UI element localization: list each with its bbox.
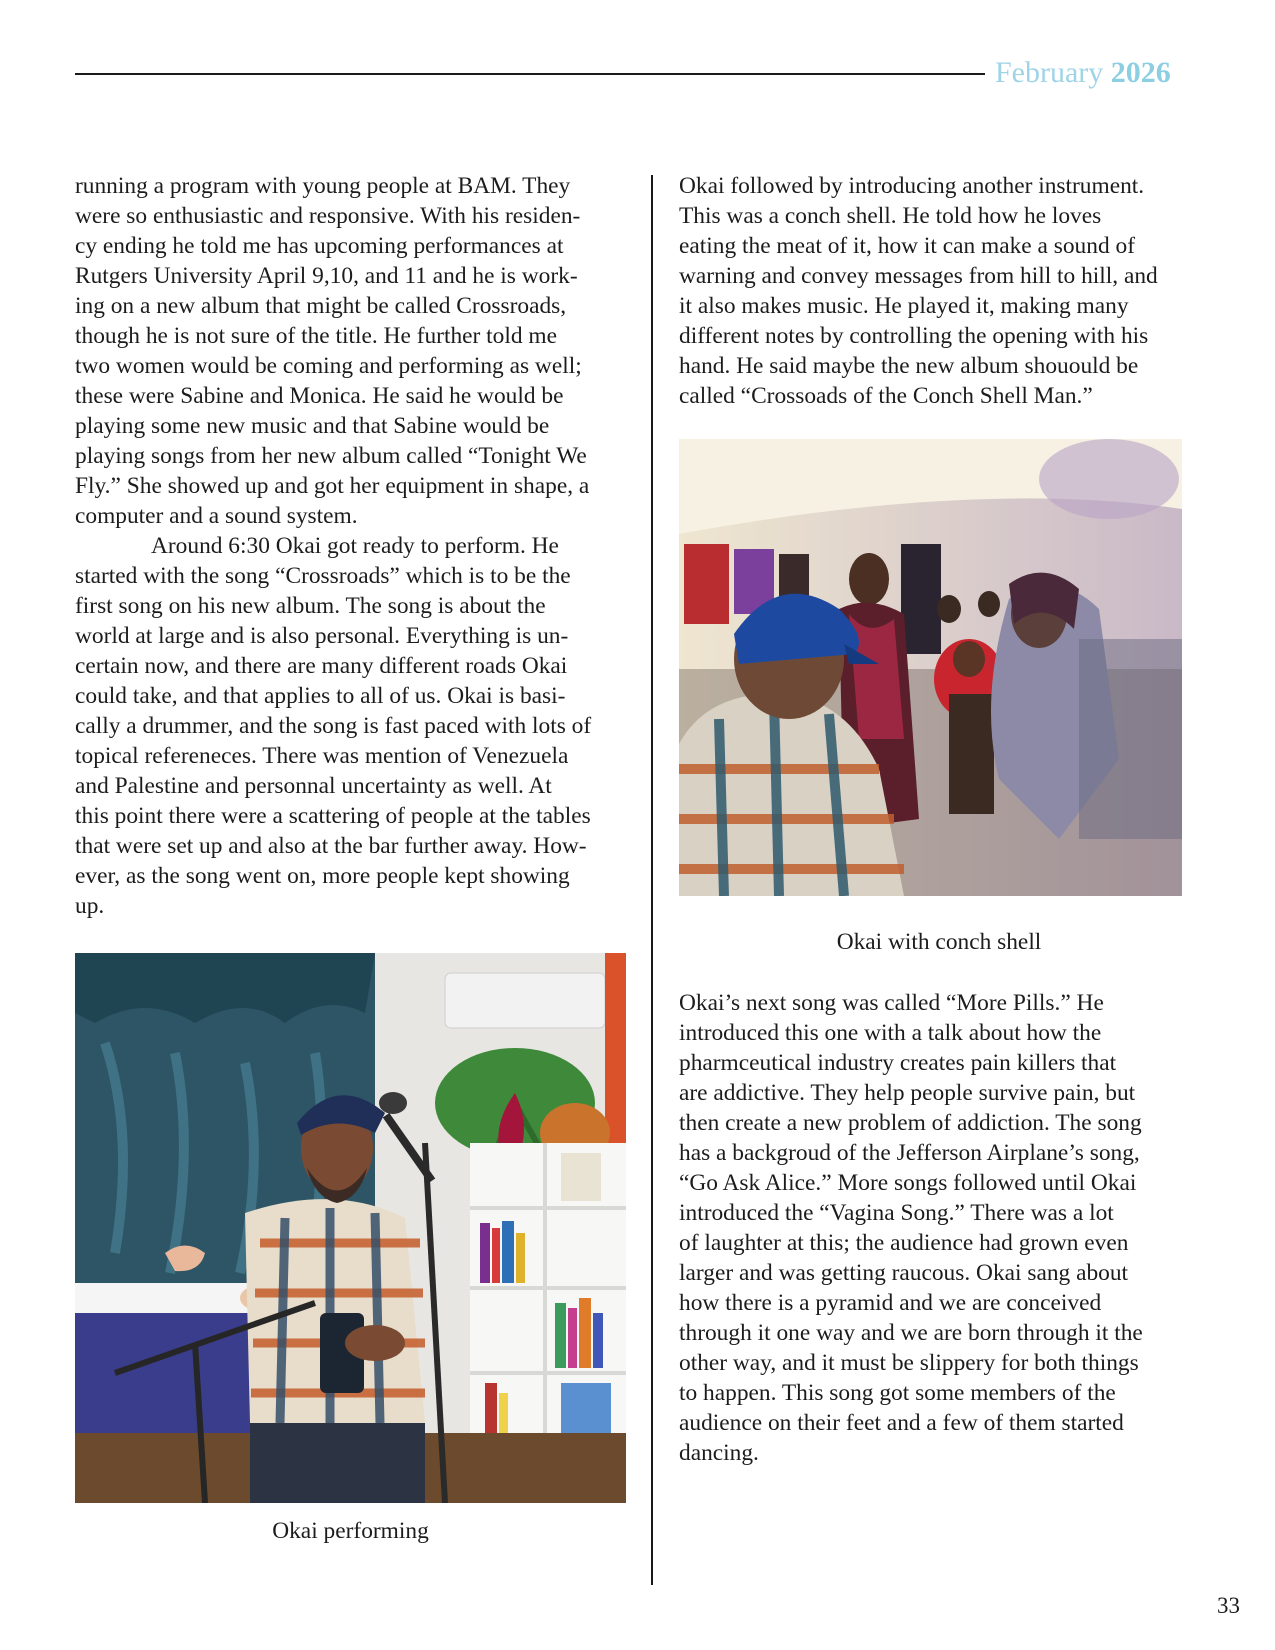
page-number: 33 [1217,1593,1240,1618]
okai-conch-shell-illustration [679,439,1182,896]
okai-conch-shell-caption: Okai with conch shell [836,929,1042,955]
header-rule [75,73,985,75]
right-paragraph-1: Okai followed by introducing another instrument. This was a conch shell. He told how he loves eating the meat of it, how it can make a sound of warning and convey messages from hill to hill, and it also makes music. He played it, making many different notes by controlling the opening with his hand. He said maybe the new album shouould be called “Crossoads of the Conch Shell Man.” [679,173,1158,409]
left-paragraph-1: running a program with young people at BAM. They were so enthusiastic and responsive. With his residen- cy ending he told me has upcoming performances at Rutgers University April 9,10, and 11 and he is work- ing on a new album that might be called Crossroads, though he is not sure of the title. He further told me two women would be coming and performing as well; these were Sabine and Monica. He said he would be playing some new music and that Sabine would be playing songs from her new album called “Tonight We Fly.” She showed up and got her equipment in shape, a computer and a sound system. [75,173,590,529]
issue-date [995,55,1171,91]
okai-performing-photo [75,953,626,1503]
left-column [75,171,627,921]
issue-month: February [995,56,1104,89]
column-divider [651,175,653,1585]
okai-performing-illustration [75,953,626,1503]
okai-performing-caption: Okai performing [272,1518,429,1544]
left-paragraph-2 [75,531,627,921]
right-paragraph-2: Okai’s next song was called “More Pills.” He introduced this one with a talk about how the pharmceutical industry creates pain killers that are addictive. They help people survive pain, but then create a new problem of addiction. The song has a backgroud of the Jefferson Airplane’s song, “Go Ask Alice.” More songs followed until Okai introduced the “Vagina Song.” There was a lot of laughter at this; the audience had grown even larger and was getting raucous. Okai sang about how there is a pyramid and we are conceived through it one way and we are born through it the other way, and it must be slippery for both things to happen. This song got some members of the audience on their feet and a few of them started dancing. [679,990,1143,1466]
okai-conch-shell-photo [679,439,1182,896]
right-column-bottom [679,988,1209,1468]
left-paragraph-2-text: Around 6:30 Okai got ready to perform. He started with the song “Crossroads” which is to be the first song on his new album. The song is about the world at large and is also personal. Everything is un- certain now, and there are many different roads Okai could take, and that applies to all of us. Okai is basi- cally a drummer, and the song is fast paced with lots of topical refereneces. There was mention of Venezuela and Palestine and personnal uncertainty as well. At this point there were a scattering of people at the tables that were set up and also at the bar further away. How- ever, as the song went on, more people kept showing up. [75,533,592,919]
issue-year: 2026 [1110,56,1171,89]
right-column-top [679,171,1209,411]
